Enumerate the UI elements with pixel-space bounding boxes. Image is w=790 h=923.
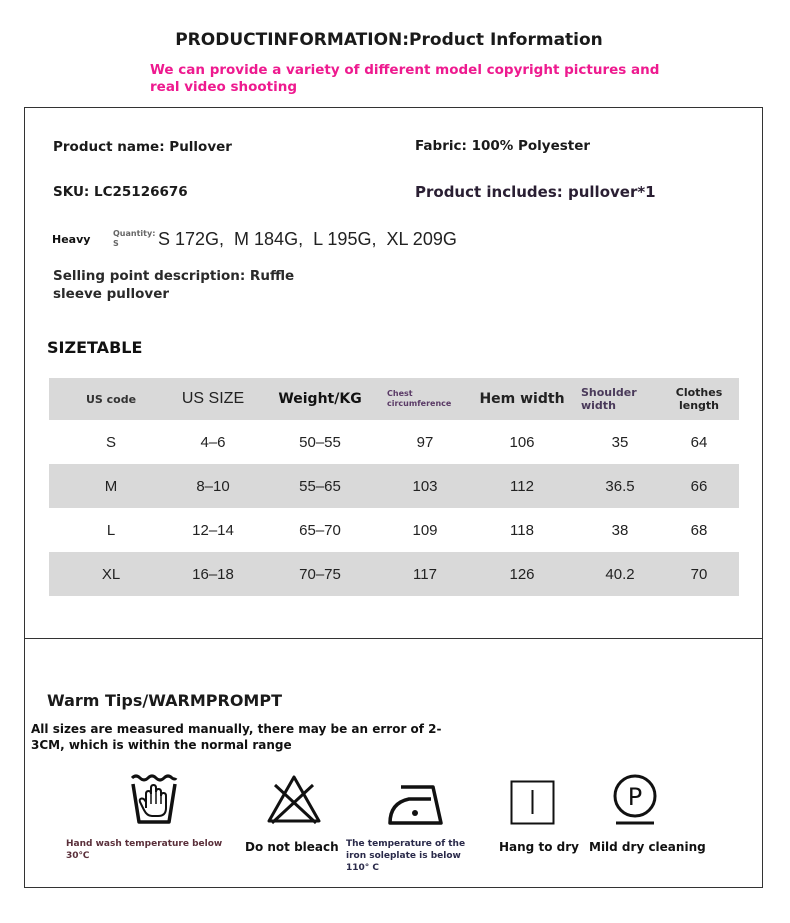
- selling-point: Selling point description: Ruffle sleeve pullover: [53, 268, 295, 302]
- measurement-note: All sizes are measured manually, there may be an error of 2-3CM, which is within the normal range: [31, 722, 442, 752]
- table-cell: 106: [509, 433, 535, 451]
- product-includes: Product includes: pullover*1: [415, 183, 656, 201]
- header-hem: Hem width: [479, 391, 565, 407]
- table-cell: 97: [416, 433, 434, 451]
- header-us-size: US SIZE: [181, 390, 245, 407]
- iron-icon: [387, 781, 443, 827]
- quantity-label: Quantity:S: [113, 229, 156, 248]
- table-cell: 117: [413, 565, 437, 583]
- care-label-hand-wash: Hand wash temperature below 30℃: [66, 839, 223, 861]
- table-cell: 118: [510, 521, 534, 539]
- table-cell: 4–6: [200, 433, 226, 451]
- warm-tips-title: Warm Tips/WARMPROMPT: [47, 691, 282, 710]
- table-cell: 68: [690, 521, 708, 539]
- weights: S 172G, M 184G, L 195G, XL 209G: [158, 229, 457, 249]
- table-row: [49, 420, 739, 464]
- size-table: [49, 378, 739, 596]
- table-cell: 109: [412, 521, 438, 539]
- heavy-label: Heavy: [52, 233, 91, 246]
- table-cell: 8–10: [196, 477, 230, 495]
- table-cell: S: [105, 433, 116, 451]
- size-table-title: SIZETABLE: [47, 338, 143, 357]
- page-title: PRODUCTINFORMATION:Product Information: [175, 30, 603, 50]
- fabric: Fabric: 100% Polyester: [415, 138, 591, 154]
- care-label-iron: The temperature of the iron soleplate is below 110° C: [346, 839, 466, 873]
- table-cell: 103: [412, 477, 438, 495]
- header-weight: Weight/KG: [278, 391, 362, 407]
- table-cell: 40.2: [605, 565, 635, 583]
- hand-wash-icon: [130, 774, 178, 826]
- table-cell: 55–65: [299, 477, 341, 495]
- table-cell: 65–70: [299, 521, 341, 539]
- table-row: [49, 552, 739, 596]
- product-name: Product name: Pullover: [53, 139, 232, 155]
- table-cell: 66: [690, 477, 708, 495]
- table-cell: 70–75: [299, 565, 341, 583]
- care-label-dry-clean: Mild dry cleaning: [589, 840, 706, 854]
- header-us-code: US code: [85, 392, 137, 406]
- table-cell: 38: [611, 521, 629, 539]
- table-cell: XL: [101, 565, 121, 583]
- table-cell: 126: [509, 565, 535, 583]
- svg-text:P: P: [627, 783, 643, 811]
- table-cell: M: [104, 477, 118, 495]
- header-length: Clothes length: [675, 386, 723, 412]
- care-label-hang-dry: Hang to dry: [499, 840, 579, 854]
- table-cell: 12–14: [192, 521, 234, 539]
- care-label-no-bleach: Do not bleach: [245, 840, 339, 854]
- table-cell: L: [106, 521, 116, 539]
- header-chest: Chest circumference: [387, 389, 452, 408]
- sku: SKU: LC25126676: [53, 184, 188, 200]
- table-cell: 64: [690, 433, 708, 451]
- table-row: [49, 508, 739, 552]
- table-cell: 112: [510, 477, 534, 495]
- table-row: [49, 464, 739, 508]
- page-subtitle: We can provide a variety of different model copyright pictures and real video shooting: [150, 62, 660, 95]
- header-shoulder: Shoulder width: [581, 386, 637, 412]
- table-cell: 35: [611, 433, 629, 451]
- table-cell: 50–55: [299, 433, 341, 451]
- table-cell: 70: [690, 565, 708, 583]
- size-table-header: [49, 378, 739, 420]
- hang-dry-icon: [510, 780, 556, 826]
- dry-clean-icon: [610, 774, 660, 826]
- table-cell: 16–18: [192, 565, 234, 583]
- no-bleach-icon: [266, 773, 322, 825]
- table-cell: 36.5: [605, 477, 635, 495]
